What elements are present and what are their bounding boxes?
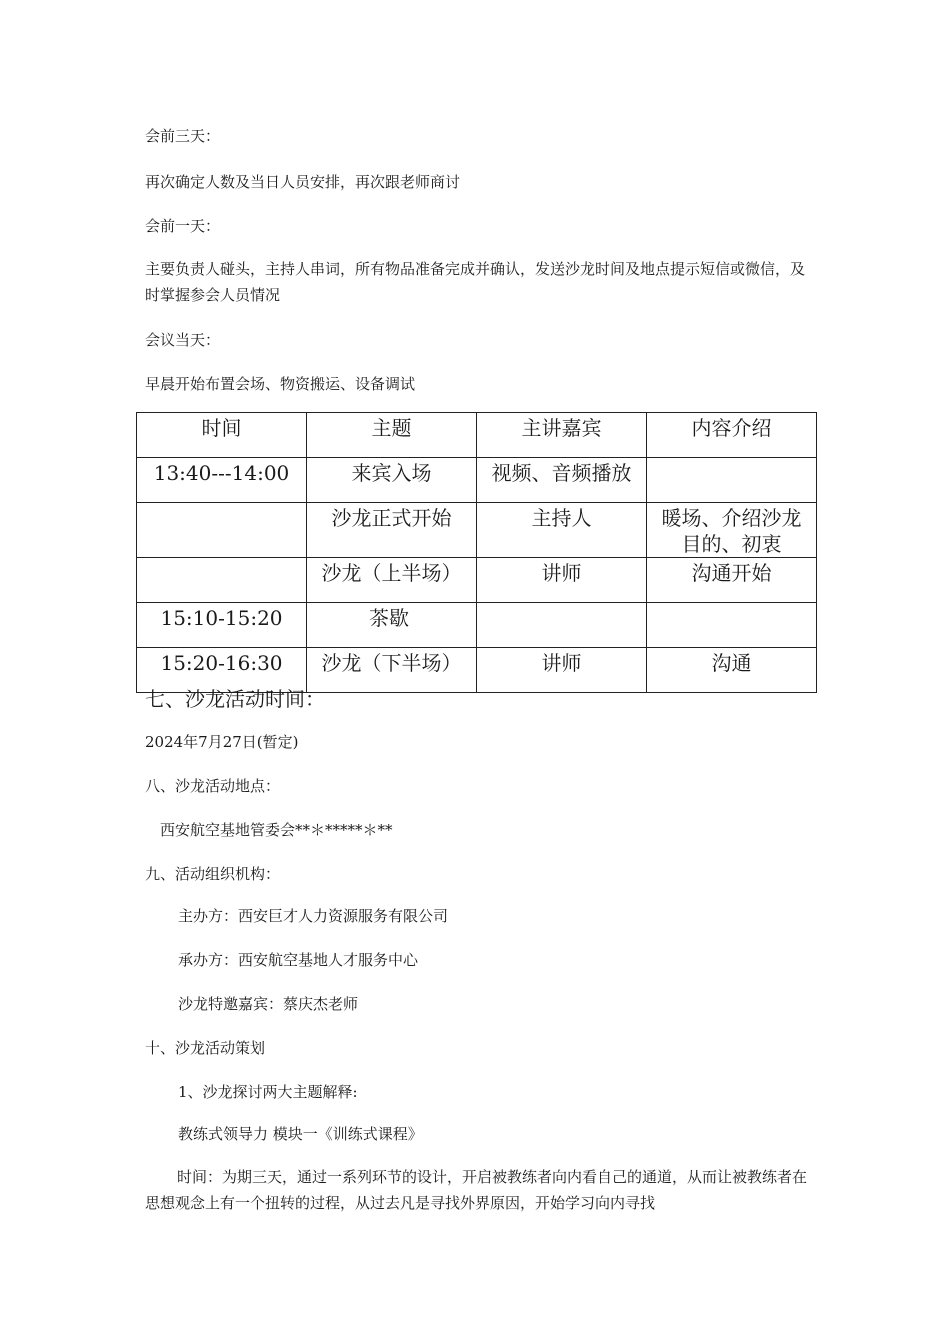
table-cell — [477, 603, 647, 648]
host-org: 主办方：西安巨才人力资源服务有限公司 — [178, 907, 449, 925]
course-title: 教练式领导力 模块一《训练式课程》 — [178, 1125, 423, 1143]
header-cell-topic: 主题 — [307, 413, 477, 458]
table-cell: 13:40---14:00 — [137, 458, 307, 503]
table-cell — [647, 458, 817, 503]
table-row — [137, 558, 817, 603]
section-10-heading: 十、沙龙活动策划 — [145, 1039, 266, 1057]
meeting-day-text: 早晨开始布置会场、物资搬运、设备调试 — [145, 375, 416, 393]
table-cell: 沙龙正式开始 — [307, 503, 477, 558]
table-cell: 15:10-15:20 — [137, 603, 307, 648]
table-cell: 主持人 — [477, 503, 647, 558]
table-cell: 视频、音频播放 — [477, 458, 647, 503]
table-cell: 讲师 — [477, 558, 647, 603]
topic-explanation-item: 1、沙龙探讨两大主题解释: — [178, 1083, 358, 1101]
meeting-day-label: 会议当天： — [145, 331, 221, 349]
header-cell-speaker: 主讲嘉宾 — [477, 413, 647, 458]
table-cell: 沟通开始 — [647, 558, 817, 603]
section-9-heading: 九、活动组织机构： — [145, 865, 281, 883]
table-cell: 沙龙（上半场） — [307, 558, 477, 603]
pre-one-day-label: 会前一天： — [145, 217, 221, 235]
table-cell: 沟通 — [647, 648, 817, 693]
table-cell: 15:20-16:30 — [137, 648, 307, 693]
table-row — [137, 458, 817, 503]
organizer-org: 承办方：西安航空基地人才服务中心 — [178, 951, 419, 969]
table-cell: 茶歇 — [307, 603, 477, 648]
course-description: 时间：为期三天，通过一系列环节的设计，开启被教练者向内看自己的通道，从而让被教练者在思想观念上有一个扭转的过程，从过去凡是寻找外界原因，开始学习向内寻找 — [145, 1168, 808, 1212]
event-location: 西安航空基地管委会**＊*****＊** — [160, 821, 393, 839]
header-cell-time: 时间 — [137, 413, 307, 458]
table-cell: 来宾入场 — [307, 458, 477, 503]
table-cell — [137, 503, 307, 558]
header-cell-content: 内容介绍 — [647, 413, 817, 458]
section-8-heading: 八、沙龙活动地点： — [145, 777, 281, 795]
section-7-heading: 七、沙龙活动时间： — [145, 687, 325, 711]
table-cell: 沙龙（下半场） — [307, 648, 477, 693]
table-header-row — [137, 413, 817, 458]
pre-one-day-text: 主要负责人碰头，主持人串词，所有物品准备完成并确认，发送沙龙时间及地点提示短信或微信，及时掌握参会人员情况 — [145, 260, 806, 304]
table-row — [137, 603, 817, 648]
table-row — [137, 503, 817, 558]
schedule-table — [136, 412, 817, 693]
pre-three-days-text: 再次确定人数及当日人员安排，再次跟老师商讨 — [145, 173, 461, 191]
pre-three-days-label: 会前三天： — [145, 127, 221, 145]
table-cell: 暖场、介绍沙龙目的、初衷 — [647, 503, 817, 558]
table-cell — [647, 603, 817, 648]
event-date: 2024年7月27日(暂定) — [145, 733, 299, 751]
table-cell — [137, 558, 307, 603]
special-guest: 沙龙特邀嘉宾：蔡庆杰老师 — [178, 995, 359, 1013]
table-cell: 讲师 — [477, 648, 647, 693]
